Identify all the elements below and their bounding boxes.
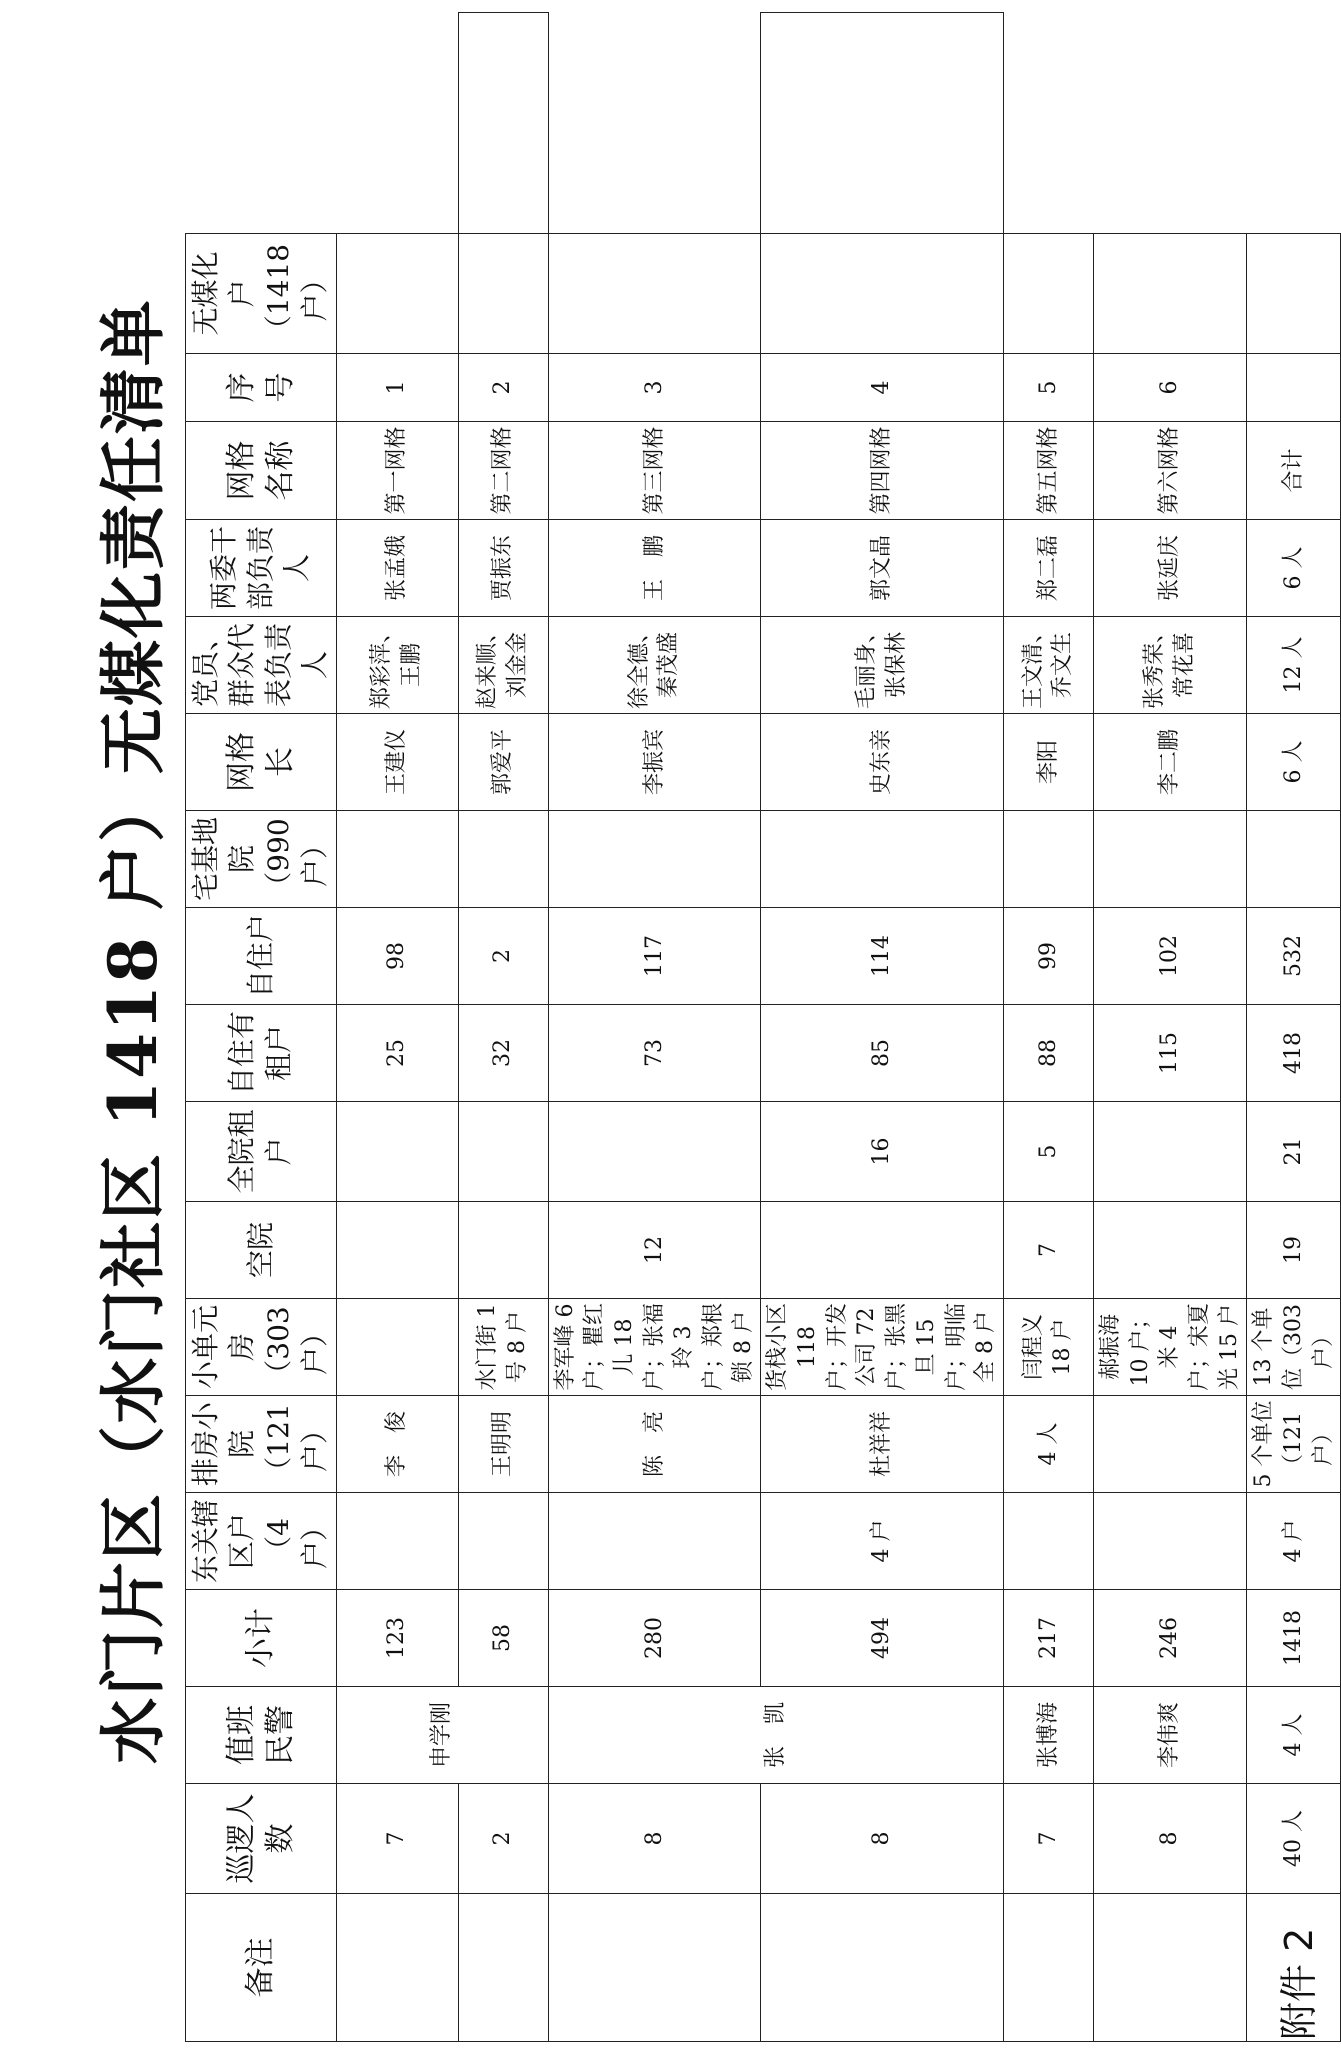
cell-grid-name: 第四网格 xyxy=(761,422,1004,520)
cell-remarks xyxy=(761,1894,1004,2042)
cell-no: 3 xyxy=(548,354,761,422)
cell-leader: 郭爱平 xyxy=(458,714,548,811)
cell-dongguan xyxy=(548,1493,761,1590)
cell-spare xyxy=(1247,354,1341,422)
cell-patrol: 8 xyxy=(548,1784,761,1894)
cell-spare xyxy=(1247,234,1341,354)
cell-empty xyxy=(761,1202,1004,1299)
cell-unit xyxy=(336,1299,458,1396)
cell-self-rent: 115 xyxy=(1093,1005,1246,1102)
cell-leader: 史东亲 xyxy=(761,714,1004,811)
cell-row-house: 李 俊 xyxy=(336,1396,458,1493)
total-patrol: 40 人 xyxy=(1247,1784,1341,1894)
header-party: 党员、群众代表负责人 xyxy=(186,617,337,714)
cell-self: 99 xyxy=(1003,908,1093,1005)
cell-unit: 闫程义 18 户 xyxy=(1003,1299,1093,1396)
page-title: 水门片区（水门社区 1418 户）无煤化责任清单 xyxy=(94,298,172,1764)
cell-dongguan: 4 户 xyxy=(761,1493,1004,1590)
cell-leader: 王建仪 xyxy=(336,714,458,811)
cell-unit: 水门街 1 号 8 户 xyxy=(458,1299,548,1396)
table-row xyxy=(336,13,458,2042)
cell-leader: 李二鹏 xyxy=(1093,714,1246,811)
cell-full-rent xyxy=(1093,1102,1246,1202)
cell-patrol: 7 xyxy=(336,1784,458,1894)
header-grid-name: 网格名称 xyxy=(186,422,337,520)
table-row xyxy=(548,13,761,2042)
cell-no: 6 xyxy=(1093,354,1246,422)
total-unit: 13 个单位（303 户） xyxy=(1247,1299,1341,1396)
table-row xyxy=(1003,13,1093,2042)
cell-no: 1 xyxy=(336,354,458,422)
total-row-house: 5 个单位（121 户） xyxy=(1247,1396,1341,1493)
cell-spare xyxy=(761,13,1004,234)
cell-spare xyxy=(548,234,761,354)
cell-full-rent xyxy=(336,1102,458,1202)
cell-cadre: 郭文晶 xyxy=(761,520,1004,617)
total-self: 532 xyxy=(1247,908,1341,1005)
cell-party: 张秀荣、常花喜 xyxy=(1093,617,1246,714)
cell-row-house: 王明明 xyxy=(458,1396,548,1493)
cell-row-house: 陈 亮 xyxy=(548,1396,761,1493)
cell-cadre: 郑二磊 xyxy=(1003,520,1093,617)
cell-spare xyxy=(761,811,1004,908)
cell-remarks xyxy=(1093,1894,1246,2042)
cell-full-rent xyxy=(458,1102,548,1202)
cell-spare xyxy=(458,811,548,908)
cell-leader: 李振宾 xyxy=(548,714,761,811)
cell-subtotal: 494 xyxy=(761,1590,1004,1687)
cell-row-house: 4 人 xyxy=(1003,1396,1093,1493)
total-self-rent: 418 xyxy=(1247,1005,1341,1102)
cell-remarks xyxy=(336,1894,458,2042)
cell-dongguan xyxy=(336,1493,458,1590)
header-unit-houses: 小单元房（303 户） xyxy=(186,1299,337,1396)
cell-cadre: 张孟娥 xyxy=(336,520,458,617)
cell-party: 徐全德、秦茂盛 xyxy=(548,617,761,714)
cell-no: 4 xyxy=(761,354,1004,422)
cell-spare xyxy=(1093,234,1246,354)
cell-unit: 郝振海 10 户；米 4 户；宋夏光 15 户 xyxy=(1093,1299,1246,1396)
total-label: 合计 xyxy=(1247,422,1341,520)
cell-dongguan xyxy=(1093,1493,1246,1590)
cell-subtotal: 280 xyxy=(548,1590,761,1687)
cell-spare xyxy=(1003,234,1093,354)
cell-row-house xyxy=(1093,1396,1246,1493)
cell-grid-name: 第三网格 xyxy=(548,422,761,520)
cell-patrol: 2 xyxy=(458,1784,548,1894)
cell-spare xyxy=(458,234,548,354)
cell-remarks xyxy=(1003,1894,1093,2042)
cell-full-rent: 16 xyxy=(761,1102,1004,1202)
cell-party: 毛丽身、张保林 xyxy=(761,617,1004,714)
cell-cadre: 贾振东 xyxy=(458,520,548,617)
header-empty: 空院 xyxy=(186,1202,337,1299)
cell-subtotal: 217 xyxy=(1003,1590,1093,1687)
cell-self-rent: 32 xyxy=(458,1005,548,1102)
cell-self-rent: 25 xyxy=(336,1005,458,1102)
cell-empty xyxy=(336,1202,458,1299)
cell-empty: 12 xyxy=(548,1202,761,1299)
total-full-rent: 21 xyxy=(1247,1102,1341,1202)
cell-dongguan xyxy=(1003,1493,1093,1590)
cell-patrol: 8 xyxy=(1093,1784,1246,1894)
header-row-houses: 排房小院（121 户） xyxy=(186,1396,337,1493)
header-no: 序号 xyxy=(186,354,337,422)
cell-empty: 7 xyxy=(1003,1202,1093,1299)
cell-no: 2 xyxy=(458,354,548,422)
cell-spare xyxy=(336,234,458,354)
header-police: 值班民警 xyxy=(186,1687,337,1784)
cell-self: 114 xyxy=(761,908,1004,1005)
table-row xyxy=(1093,13,1246,2042)
cell-empty xyxy=(1093,1202,1246,1299)
cell-spare xyxy=(761,234,1004,354)
cell-police-merged: 张 凯 xyxy=(548,1687,1003,1784)
header-dongguan: 东关辖区户（4 户） xyxy=(186,1493,337,1590)
cell-police: 张博海 xyxy=(1003,1687,1093,1784)
cell-remarks xyxy=(548,1894,761,2042)
cell-police: 李伟爽 xyxy=(1093,1687,1246,1784)
cell-self: 2 xyxy=(458,908,548,1005)
cell-self: 102 xyxy=(1093,908,1246,1005)
cell-cadre: 张延庆 xyxy=(1093,520,1246,617)
cell-party: 郑彩萍、王鹏 xyxy=(336,617,458,714)
cell-police-merged: 申学刚 xyxy=(336,1687,548,1784)
header-cadre: 两委干部负责人 xyxy=(186,520,337,617)
header-self-rent: 自住有租户 xyxy=(186,1005,337,1102)
cell-self: 98 xyxy=(336,908,458,1005)
cell-cadre: 王 鹏 xyxy=(548,520,761,617)
cell-spare xyxy=(1247,811,1341,908)
cell-remarks xyxy=(1247,1894,1341,2042)
cell-spare xyxy=(1003,811,1093,908)
cell-empty xyxy=(458,1202,548,1299)
cell-grid-name: 第六网格 xyxy=(1093,422,1246,520)
header-patrol: 巡逻人数 xyxy=(186,1784,337,1894)
cell-self: 117 xyxy=(548,908,761,1005)
header-remarks: 备注 xyxy=(186,1894,337,2042)
total-empty: 19 xyxy=(1247,1202,1341,1299)
cell-subtotal: 246 xyxy=(1093,1590,1246,1687)
cell-full-rent xyxy=(548,1102,761,1202)
cell-spare xyxy=(548,811,761,908)
cell-spare xyxy=(1093,811,1246,908)
total-party: 12 人 xyxy=(1247,617,1341,714)
cell-full-rent: 5 xyxy=(1003,1102,1093,1202)
cell-patrol: 8 xyxy=(761,1784,1004,1894)
cell-spare xyxy=(336,811,458,908)
header-subtotal: 小计 xyxy=(186,1590,337,1687)
attachment-label: 附件 2 xyxy=(1277,1927,1321,2040)
header-leader: 网格长 xyxy=(186,714,337,811)
cell-unit: 李军峰 6 户；瞿红儿 18 户；张福玲 3 户；郑根锁 8 户 xyxy=(548,1299,761,1396)
header-full-rent: 全院租户 xyxy=(186,1102,337,1202)
total-leader: 6 人 xyxy=(1247,714,1341,811)
total-cadre: 6 人 xyxy=(1247,520,1341,617)
cell-dongguan xyxy=(458,1493,548,1590)
cell-spare xyxy=(458,13,548,234)
cell-self-rent: 73 xyxy=(548,1005,761,1102)
cell-subtotal: 58 xyxy=(458,1590,548,1687)
cell-subtotal: 123 xyxy=(336,1590,458,1687)
cell-unit: 货栈小区 118 户；开发公司 72 户；张黑旦 15 户；明临全 8 户 xyxy=(761,1299,1004,1396)
cell-patrol: 7 xyxy=(1003,1784,1093,1894)
cell-grid-name: 第一网格 xyxy=(336,422,458,520)
total-dongguan: 4 户 xyxy=(1247,1493,1341,1590)
total-row xyxy=(1247,13,1341,2042)
responsibility-table xyxy=(185,12,1341,2042)
cell-remarks xyxy=(458,1894,548,2042)
cell-row-house: 杜祥祥 xyxy=(761,1396,1004,1493)
header-self: 自住户 xyxy=(186,908,337,1005)
cell-party: 赵来顺、刘金金 xyxy=(458,617,548,714)
cell-self-rent: 85 xyxy=(761,1005,1004,1102)
total-subtotal: 1418 xyxy=(1247,1590,1341,1687)
cell-grid-name: 第五网格 xyxy=(1003,422,1093,520)
total-police: 4 人 xyxy=(1247,1687,1341,1784)
header-row xyxy=(186,13,337,2042)
header-homestead: 宅基地院（990 户） xyxy=(186,811,337,908)
cell-no: 5 xyxy=(1003,354,1093,422)
cell-leader: 李阳 xyxy=(1003,714,1093,811)
cell-grid-name: 第二网格 xyxy=(458,422,548,520)
cell-self-rent: 88 xyxy=(1003,1005,1093,1102)
header-coalfree-group: 无煤化户（1418 户） xyxy=(186,234,337,354)
cell-party: 王文清、乔文生 xyxy=(1003,617,1093,714)
